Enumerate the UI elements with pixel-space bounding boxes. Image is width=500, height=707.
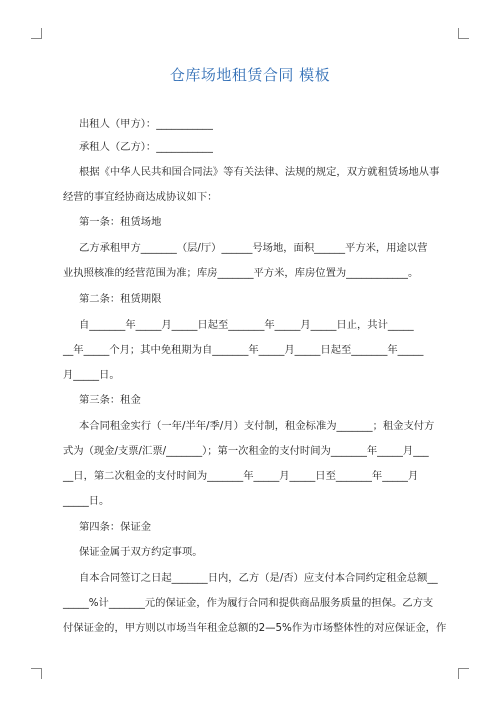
article-4-line-3: _____%计_______元的保证金，作为履行合同和提供商品服务质量的担保。乙方支 bbox=[63, 597, 434, 609]
article-2-line-2: __年_____个月；其中免租期为自_______年_____月_____日起至_______年_____ bbox=[63, 344, 424, 356]
article-2-line-1: 自_______年_____月_____日起至_______年_____月_____日止，共计_____ bbox=[79, 319, 414, 331]
article-4-line-2: 自本合同签订之日起_______日内，乙方（是/否）应支付本合同约定租金总额__ bbox=[79, 572, 438, 584]
lessee-line: 承租人（乙方）：___________ bbox=[79, 141, 213, 153]
article-4-line-4: 付保证金的，甲方则以市场当年租金总额的2—5%作为市场整体性的对应保证金，作 bbox=[63, 622, 447, 634]
preamble-line-1: 根据《中华人民共和国合同法》等有关法律、法规的规定，双方就租赁场地从事 bbox=[79, 166, 440, 178]
article-3-line-2: 式为（现金/支票/汇票/_______）；第一次租金的支付时间为_______年_____月___ bbox=[63, 445, 429, 457]
crop-mark-bottom-left bbox=[31, 668, 42, 679]
article-2-line-3: 月_____日。 bbox=[63, 369, 120, 381]
crop-mark-top-left bbox=[31, 28, 42, 39]
lessor-line: 出租人（甲方）：___________ bbox=[79, 118, 213, 130]
crop-mark-bottom-right bbox=[458, 668, 469, 679]
article-4-heading: 第四条：保证金 bbox=[79, 521, 152, 533]
article-1-line-1: 乙方承租甲方_______（层/厅）______号场地，面积______平方米，用途以营 bbox=[79, 242, 428, 254]
article-3-heading: 第三条：租金 bbox=[79, 394, 141, 406]
article-3-line-4: _____日。 bbox=[63, 495, 110, 507]
article-3-line-3: __日，第二次租金的支付时间为_______年_____月_____日至_______年_____月 bbox=[63, 470, 419, 482]
article-3-line-1: 本合同租金实行（一年/半年/季/月）支付制，租金标准为_______；租金支付方 bbox=[79, 420, 435, 432]
crop-mark-top-right bbox=[458, 28, 469, 39]
article-1-line-2: 业执照核准的经营范围为准；库房_______平方米，库房位置为____________。 bbox=[63, 267, 419, 279]
document-title: 仓库场地租赁合同 模板 bbox=[169, 66, 331, 84]
article-2-heading: 第二条：租赁期限 bbox=[79, 293, 162, 305]
article-4-line-1: 保证金属于双方约定事项。 bbox=[79, 546, 203, 558]
preamble-line-2: 经营的事宜经协商达成协议如下： bbox=[63, 191, 218, 203]
article-1-heading: 第一条：租赁场地 bbox=[79, 216, 162, 228]
